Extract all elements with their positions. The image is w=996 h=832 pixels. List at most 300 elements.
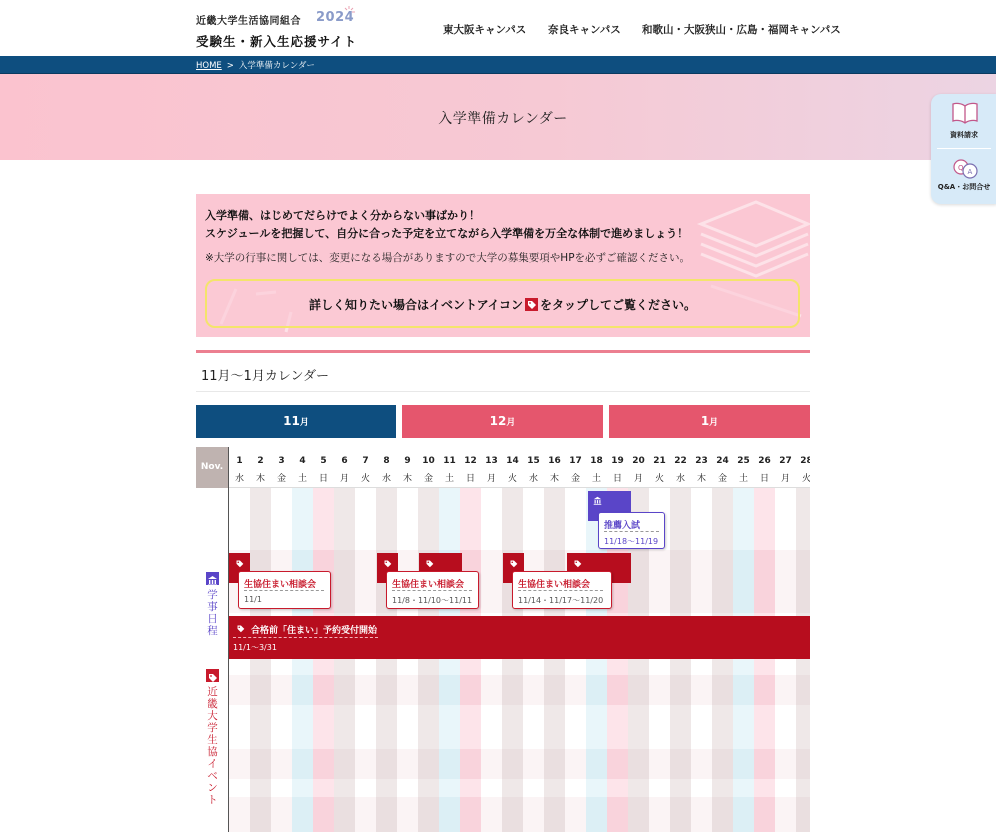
calendar-cell <box>334 488 355 550</box>
calendar-cell <box>460 779 481 797</box>
calendar-cell <box>460 749 481 779</box>
calendar-day-number: 18 <box>590 456 603 466</box>
calendar-weekday: 木 <box>255 474 266 484</box>
calendar-cell <box>754 779 775 797</box>
calendar-cell <box>460 705 481 749</box>
svg-text:A: A <box>967 168 973 176</box>
calendar-cell <box>691 779 712 797</box>
calendar-cell <box>628 550 649 613</box>
request-materials-label: 資料請求 <box>950 131 978 139</box>
calendar-weekday: 金 <box>717 474 728 484</box>
calendar-cell <box>670 488 691 550</box>
calendar-cell <box>544 797 565 832</box>
calendar-cell <box>313 797 334 832</box>
breadcrumb <box>196 59 315 71</box>
calendar-cell <box>418 749 439 779</box>
event-divider <box>244 590 324 591</box>
calendar-weekday: 木 <box>402 474 413 484</box>
calendar-weekday: 水 <box>234 474 245 484</box>
calendar-cell <box>628 705 649 749</box>
calendar-cell <box>313 779 334 797</box>
calendar-cell <box>229 749 250 779</box>
calendar-cell <box>313 675 334 705</box>
calendar-cell <box>250 797 271 832</box>
calendar-cell <box>523 705 544 749</box>
calendar-cell <box>502 705 523 749</box>
tap-hint-after: をタップしてご覧ください。 <box>540 298 697 312</box>
calendar-cell <box>775 797 796 832</box>
calendar-cell <box>775 550 796 613</box>
event-card-sumai-2[interactable] <box>386 571 479 609</box>
event-tag-icon <box>525 298 538 311</box>
calendar-cell <box>502 749 523 779</box>
calendar-cell <box>796 779 810 797</box>
calendar-cell <box>355 749 376 779</box>
calendar <box>196 447 813 832</box>
calendar-weekday: 土 <box>738 474 749 484</box>
calendar-cell <box>733 675 754 705</box>
calendar-cell <box>376 488 397 550</box>
calendar-cell <box>733 705 754 749</box>
calendar-cell <box>271 675 292 705</box>
calendar-cell <box>376 705 397 749</box>
calendar-day-number: 28 <box>800 456 813 466</box>
calendar-cell <box>796 705 810 749</box>
calendar-day-number: 22 <box>674 456 687 466</box>
intro-line-1: 入学準備、はじめてだらけでよく分からない事ばかり！ <box>205 209 480 222</box>
tab-december-unit: 月 <box>506 418 516 428</box>
calendar-cell <box>334 675 355 705</box>
calendar-cell <box>292 779 313 797</box>
calendar-cell <box>292 675 313 705</box>
calendar-weekday: 日 <box>612 474 623 484</box>
calendar-cell <box>313 488 334 550</box>
calendar-cell <box>355 797 376 832</box>
calendar-weekday: 日 <box>318 474 329 484</box>
calendar-day-number: 7 <box>362 456 369 466</box>
calendar-cell <box>250 749 271 779</box>
calendar-cell <box>775 675 796 705</box>
calendar-cell <box>397 779 418 797</box>
calendar-cell <box>334 749 355 779</box>
calendar-cell <box>250 488 271 550</box>
tag-icon <box>572 558 583 569</box>
calendar-cell <box>649 550 670 613</box>
calendar-cell <box>523 797 544 832</box>
calendar-category-column <box>196 447 228 832</box>
calendar-cell <box>250 675 271 705</box>
calendar-day-number: 20 <box>632 456 645 466</box>
event-date: 11/18〜11/19 <box>604 537 659 546</box>
calendar-cell <box>586 675 607 705</box>
calendar-cell <box>565 779 586 797</box>
calendar-day-number: 15 <box>527 456 540 466</box>
calendar-cell <box>649 675 670 705</box>
calendar-cell <box>670 550 691 613</box>
calendar-cell <box>565 488 586 550</box>
calendar-weekday: 水 <box>675 474 686 484</box>
calendar-weekday: 金 <box>570 474 581 484</box>
calendar-cell <box>775 779 796 797</box>
calendar-cell <box>607 779 628 797</box>
calendar-cell <box>418 675 439 705</box>
site-logo[interactable] <box>196 12 357 50</box>
calendar-cell <box>439 705 460 749</box>
event-bar-sumai-reservation[interactable] <box>229 616 810 659</box>
side-float-panel <box>931 94 996 204</box>
nav-wakayama-other[interactable]: 和歌山・大阪狭山・広島・福岡キャンパス <box>642 24 841 36</box>
logo-org-name: 近畿大学生活協同組合 <box>196 16 301 27</box>
calendar-cell <box>271 779 292 797</box>
breadcrumb-separator: > <box>226 61 234 71</box>
calendar-cell <box>544 675 565 705</box>
tab-december-num: 12 <box>489 414 507 428</box>
calendar-day-number: 23 <box>695 456 708 466</box>
calendar-cell <box>460 488 481 550</box>
section-divider <box>196 350 810 353</box>
calendar-cell <box>313 749 334 779</box>
calendar-cell <box>628 797 649 832</box>
calendar-cell <box>250 705 271 749</box>
calendar-cell <box>229 488 250 550</box>
tag-icon <box>424 558 435 569</box>
calendar-cell <box>229 797 250 832</box>
calendar-cell <box>754 675 775 705</box>
calendar-cell <box>649 705 670 749</box>
calendar-cell <box>355 675 376 705</box>
calendar-cell <box>334 779 355 797</box>
calendar-weekday: 水 <box>381 474 392 484</box>
book-icon <box>951 102 979 124</box>
calendar-day-number: 10 <box>422 456 435 466</box>
calendar-cell <box>481 797 502 832</box>
side-divider <box>937 148 991 149</box>
event-divider <box>233 637 378 638</box>
calendar-cell <box>229 675 250 705</box>
calendar-cell <box>712 797 733 832</box>
qa-contact-button[interactable] <box>931 150 996 204</box>
calendar-weekday: 土 <box>444 474 455 484</box>
event-date: 11/8・11/10〜11/11 <box>392 596 473 605</box>
calendar-cell <box>460 675 481 705</box>
calendar-day-number: 14 <box>506 456 519 466</box>
calendar-cell <box>292 749 313 779</box>
calendar-cell <box>397 705 418 749</box>
event-name: 推薦入試 <box>604 521 641 531</box>
calendar-cell <box>628 675 649 705</box>
event-name: 合格前「住まい」予約受付開始 <box>251 626 378 636</box>
calendar-cell <box>292 797 313 832</box>
calendar-cell <box>607 705 628 749</box>
calendar-cell <box>376 749 397 779</box>
tag-icon <box>206 669 219 682</box>
calendar-cell <box>712 550 733 613</box>
calendar-cell <box>502 675 523 705</box>
calendar-cell <box>691 749 712 779</box>
calendar-cell <box>670 675 691 705</box>
logo-site-name: 受験生・新入生応援サイト <box>196 34 358 49</box>
calendar-cell <box>586 749 607 779</box>
svg-text:Q: Q <box>958 164 964 172</box>
calendar-day-number: 25 <box>737 456 750 466</box>
calendar-cell <box>439 749 460 779</box>
calendar-cell <box>712 488 733 550</box>
calendar-weekday: 日 <box>759 474 770 484</box>
calendar-cell <box>649 749 670 779</box>
calendar-weekday: 木 <box>549 474 560 484</box>
calendar-day-number: 12 <box>464 456 477 466</box>
calendar-cell <box>439 675 460 705</box>
calendar-cell <box>670 779 691 797</box>
calendar-cell <box>397 488 418 550</box>
logo-year: 2024 <box>316 10 355 25</box>
calendar-cell <box>271 749 292 779</box>
calendar-cell <box>355 779 376 797</box>
calendar-cell <box>502 488 523 550</box>
calendar-day-number: 13 <box>485 456 498 466</box>
calendar-cell <box>796 749 810 779</box>
calendar-cell <box>796 675 810 705</box>
calendar-cell <box>523 749 544 779</box>
calendar-cell <box>502 797 523 832</box>
calendar-weekday: 金 <box>276 474 287 484</box>
calendar-cell <box>376 779 397 797</box>
nav-nara[interactable]: 奈良キャンパス <box>548 24 621 36</box>
calendar-cell <box>775 749 796 779</box>
calendar-cell <box>418 797 439 832</box>
request-materials-button[interactable] <box>931 94 996 148</box>
sparkle-icon <box>343 6 355 18</box>
event-divider <box>604 531 659 532</box>
calendar-cell <box>271 705 292 749</box>
university-building-icon <box>206 572 219 585</box>
calendar-section-title: 11月〜1月カレンダー <box>201 369 329 384</box>
tag-icon <box>382 558 393 569</box>
calendar-weekday: 火 <box>360 474 371 484</box>
calendar-cell <box>628 779 649 797</box>
calendar-cell <box>418 779 439 797</box>
calendar-weekday: 土 <box>591 474 602 484</box>
calendar-weekday: 火 <box>507 474 518 484</box>
hero-banner <box>0 74 996 160</box>
tap-hint-text <box>207 296 798 313</box>
calendar-cell <box>565 749 586 779</box>
calendar-cell <box>544 749 565 779</box>
calendar-day-number: 24 <box>716 456 729 466</box>
calendar-cell <box>775 705 796 749</box>
calendar-day-number: 9 <box>404 456 411 466</box>
event-name: 生協住まい相談会 <box>392 580 465 590</box>
calendar-cell <box>796 797 810 832</box>
calendar-cell <box>565 675 586 705</box>
calendar-cell <box>649 797 670 832</box>
calendar-cell <box>586 797 607 832</box>
calendar-cell <box>565 797 586 832</box>
calendar-cell <box>544 705 565 749</box>
calendar-cell <box>754 797 775 832</box>
category-gakuji <box>204 572 221 637</box>
calendar-cell <box>397 675 418 705</box>
qa-bubble-icon <box>951 158 979 180</box>
calendar-weekday: 火 <box>801 474 812 484</box>
calendar-weekday: 火 <box>654 474 665 484</box>
calendar-day-number: 5 <box>320 456 327 466</box>
calendar-cell <box>250 779 271 797</box>
intro-info-box <box>196 194 810 337</box>
calendar-cell <box>481 749 502 779</box>
calendar-grid <box>228 447 813 832</box>
calendar-cell <box>439 797 460 832</box>
calendar-cell <box>712 779 733 797</box>
calendar-day-number: 6 <box>341 456 348 466</box>
nav-higashi-osaka[interactable]: 東大阪キャンパス <box>443 24 527 36</box>
calendar-day-number: 2 <box>257 456 264 466</box>
calendar-day-number: 19 <box>611 456 624 466</box>
calendar-cell <box>733 797 754 832</box>
calendar-cell <box>334 705 355 749</box>
tap-hint-before: 詳しく知りたい場合はイベントアイコン <box>308 298 524 312</box>
calendar-day-number: 16 <box>548 456 561 466</box>
calendar-cell <box>481 675 502 705</box>
calendar-cell <box>544 779 565 797</box>
category-coop-event-label: 近 畿 大 学 生 協 イ ベ ン ト <box>207 686 218 806</box>
tab-january[interactable] <box>609 405 810 438</box>
calendar-cell <box>586 779 607 797</box>
calendar-cell <box>355 488 376 550</box>
calendar-cell <box>712 675 733 705</box>
calendar-cell <box>775 488 796 550</box>
calendar-cell <box>418 488 439 550</box>
calendar-cell <box>670 749 691 779</box>
tag-icon <box>508 558 519 569</box>
calendar-cell <box>376 797 397 832</box>
section-underline <box>196 391 810 392</box>
tag-icon <box>235 623 246 634</box>
calendar-cell <box>523 675 544 705</box>
event-name: 生協住まい相談会 <box>244 580 317 590</box>
calendar-cell <box>691 550 712 613</box>
tag-icon <box>234 558 245 569</box>
calendar-cell <box>691 675 712 705</box>
calendar-day-number: 11 <box>443 456 456 466</box>
calendar-cell <box>670 705 691 749</box>
category-coop-event <box>204 669 221 806</box>
calendar-cell <box>712 749 733 779</box>
tab-january-num: 1 <box>700 414 710 428</box>
calendar-weekday: 月 <box>339 474 350 484</box>
breadcrumb-bar <box>0 56 996 74</box>
event-card-sumai-3[interactable] <box>512 571 612 609</box>
breadcrumb-home-link[interactable]: HOME <box>196 61 222 71</box>
tab-december[interactable] <box>402 405 603 438</box>
tab-november[interactable] <box>196 405 396 438</box>
calendar-day-number: 3 <box>278 456 285 466</box>
calendar-cell <box>733 779 754 797</box>
calendar-cell <box>355 550 376 613</box>
calendar-cell <box>397 797 418 832</box>
calendar-cell <box>229 705 250 749</box>
calendar-cell <box>607 675 628 705</box>
calendar-cell <box>607 797 628 832</box>
calendar-cell <box>628 749 649 779</box>
tap-hint-box <box>205 279 800 328</box>
calendar-cell <box>565 705 586 749</box>
calendar-cell <box>523 779 544 797</box>
calendar-cell <box>796 550 810 613</box>
calendar-weekday: 日 <box>465 474 476 484</box>
calendar-weekday: 月 <box>780 474 791 484</box>
calendar-cell <box>607 749 628 779</box>
calendar-weekday: 水 <box>528 474 539 484</box>
calendar-day-number: 4 <box>299 456 306 466</box>
calendar-cell <box>229 779 250 797</box>
site-header <box>0 0 996 56</box>
calendar-cell <box>670 797 691 832</box>
page-title: 入学準備カレンダー <box>438 111 568 127</box>
event-name: 生協住まい相談会 <box>518 580 591 590</box>
calendar-cell <box>334 550 355 613</box>
calendar-cell <box>376 675 397 705</box>
calendar-cell <box>502 779 523 797</box>
breadcrumb-current: 入学準備カレンダー <box>238 61 315 71</box>
calendar-day-number: 27 <box>779 456 792 466</box>
calendar-cell <box>754 550 775 613</box>
calendar-cell <box>355 705 376 749</box>
calendar-cell <box>586 705 607 749</box>
calendar-day-number: 8 <box>383 456 390 466</box>
calendar-cell <box>754 705 775 749</box>
calendar-cell <box>481 550 502 613</box>
calendar-weekday: 木 <box>696 474 707 484</box>
tab-january-unit: 月 <box>709 418 719 428</box>
calendar-cell <box>523 488 544 550</box>
qa-contact-label: Q&A・お問合せ <box>937 183 991 191</box>
event-date: 11/1〜3/31 <box>233 643 277 652</box>
event-date: 11/14・11/17〜11/20 <box>518 596 604 605</box>
calendar-cell <box>649 779 670 797</box>
event-card-suisen[interactable] <box>598 512 665 549</box>
calendar-cell <box>712 705 733 749</box>
calendar-cell <box>691 705 712 749</box>
category-gakuji-label: 学 事 日 程 <box>207 589 218 637</box>
calendar-cell <box>460 797 481 832</box>
calendar-day-number: 17 <box>569 456 582 466</box>
calendar-cell <box>481 705 502 749</box>
event-date: 11/1 <box>244 595 262 604</box>
calendar-cell <box>439 488 460 550</box>
calendar-cell <box>544 488 565 550</box>
calendar-cell <box>481 779 502 797</box>
calendar-cell <box>796 488 810 550</box>
calendar-cell <box>271 488 292 550</box>
calendar-cell <box>271 797 292 832</box>
calendar-cell <box>313 705 334 749</box>
calendar-weekday: 月 <box>486 474 497 484</box>
calendar-cell <box>481 488 502 550</box>
calendar-cell <box>691 488 712 550</box>
calendar-cell <box>733 488 754 550</box>
intro-line-2: スケジュールを把握して、自分に合った予定を立てながら入学準備を万全な体制で進めましょう！ <box>205 227 689 240</box>
calendar-cell <box>292 705 313 749</box>
calendar-cell <box>397 749 418 779</box>
calendar-cell <box>754 749 775 779</box>
event-card-sumai-1[interactable] <box>238 571 331 609</box>
calendar-weekday: 土 <box>297 474 308 484</box>
calendar-day-number: 26 <box>758 456 771 466</box>
calendar-cell <box>292 488 313 550</box>
calendar-cell <box>733 749 754 779</box>
event-divider <box>392 590 472 591</box>
